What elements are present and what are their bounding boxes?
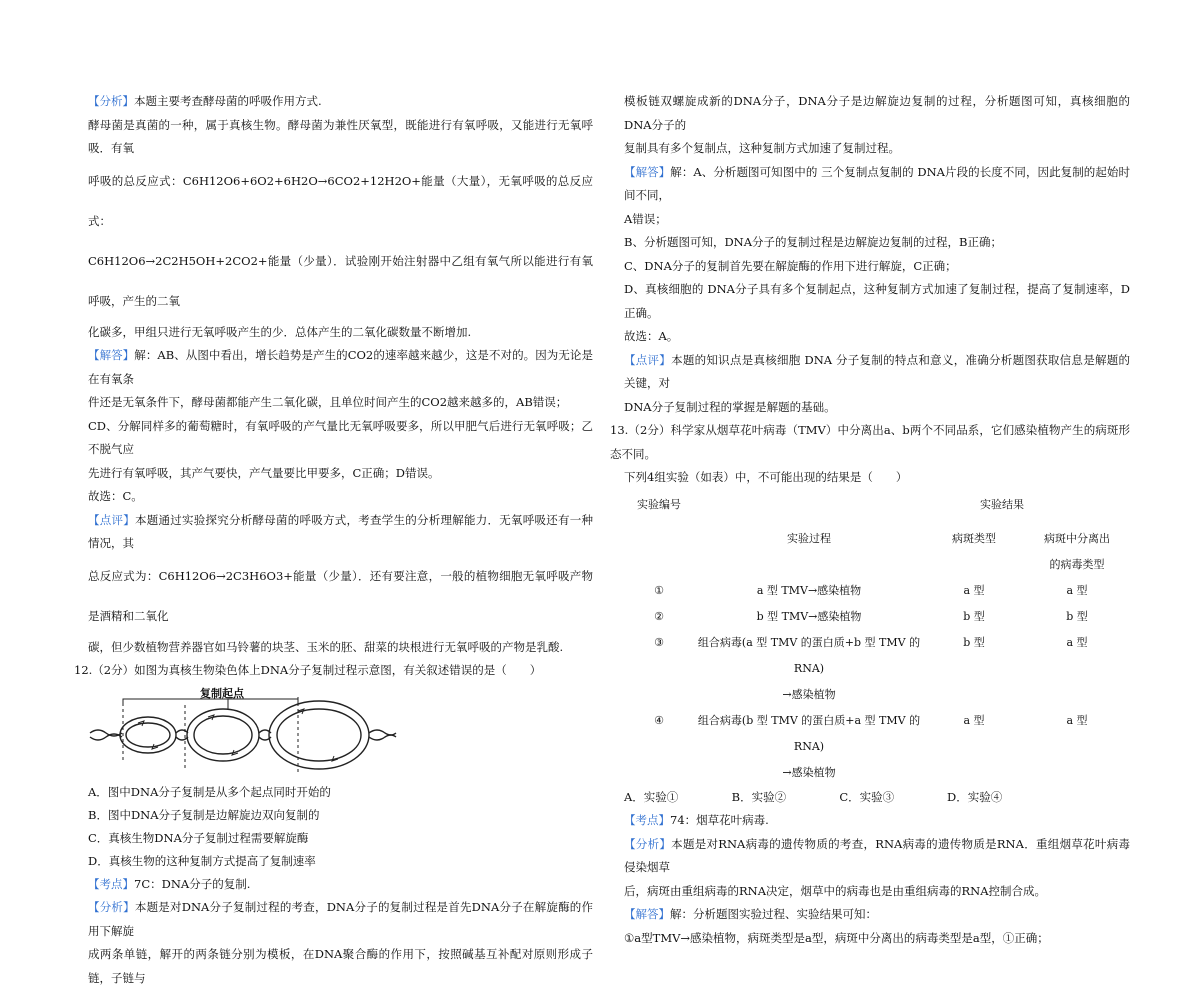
answer-13: 【解答】解：分析题图实验过程、实验结果可知：: [624, 907, 877, 921]
text-line: D、真核细胞的 DNA分子具有多个复制起点，这种复制方式加速了复制过程，提高了复制速率，D正确。: [624, 282, 1130, 320]
text-line: 后，病斑由重组病毒的RNA决定，烟草中的病毒也是由重组病毒的RNA控制合成。: [624, 883, 1047, 898]
header-isolated: 病斑中分离出 的病毒类型: [1044, 531, 1110, 571]
option-b: B．实验②: [731, 789, 787, 804]
text-line: 化碳多，甲组只进行无氧呼吸产生的少．总体产生的二氧化碳数量不断增加.: [88, 324, 472, 339]
text-line: 酵母菌是真菌的一种，属于真核生物。酵母菌为兼性厌氧型，既能进行有氧呼吸，又能进行无氧呼吸．有氧: [88, 117, 593, 155]
question-13: 13.（2分）科学家从烟草花叶病毒（TMV）中分离出a、b两个不同品系，它们感染植物产生的病斑形态不同。: [610, 423, 1130, 461]
text-line: 碳，但少数植物营养器官如马铃薯的块茎、玉米的胚、甜菜的块根进行无氧呼吸的产物是乳酸.: [88, 639, 564, 654]
choice-result: 故选：A。: [624, 329, 679, 343]
header-result: 实验结果: [980, 497, 1024, 511]
text-line: B、分析题图可知，DNA分子的复制过程是边解旋边复制的过程，B正确；: [624, 235, 1002, 249]
header-process: 实验过程: [787, 531, 831, 545]
question-13-options: [624, 786, 1130, 810]
option-a: A．实验①: [624, 789, 679, 804]
question-13-cont: 下列4组实验（如表）中，不可能出现的结果是（ ）: [624, 470, 908, 484]
knowledge-point-13: 【考点】74：烟草花叶病毒.: [624, 813, 769, 827]
equation-lactic: 总反应式为：C6H12O6→2C3H6O3+能量（少量）．还有要注意，一般的植物细胞无氧呼吸产物是酒精和二氧化: [88, 568, 593, 623]
experiment-table: [624, 492, 1130, 786]
option-c: C．实验③: [839, 789, 895, 804]
equation-anaerobic: C6H12O6→2C2H5OH+2CO2+能量（少量）．试验刚开始注射器中乙组有氧气所以能进行有氧呼吸，产生的二氧: [88, 253, 593, 308]
text-line: ①a型TMV→感染植物，病斑类型是a型，病斑中分离出的病毒类型是a型，①正确；: [624, 930, 1049, 945]
text-line: A错误；: [624, 211, 667, 226]
table-row: ④ 组合病毒(b 型 TMV 的蛋白质+a 型 TMV 的 RNA) →感染植物 a 型 a 型: [654, 713, 1088, 779]
analysis-13: 【分析】本题是对RNA病毒的遗传物质的考查，RNA病毒的遗传物质是RNA．重组烟草花叶病毒侵染烟草: [624, 836, 1131, 874]
table-row: ③ 组合病毒(a 型 TMV 的蛋白质+b 型 TMV 的 RNA) →感染植物 b 型 a 型: [654, 635, 1088, 701]
analysis-1: 【分析】本题主要考查酵母菌的呼吸作用方式.: [88, 94, 322, 108]
option-d: D．实验④: [946, 789, 1003, 804]
text-line: DNA分子复制过程的掌握是解题的基础。: [624, 399, 836, 414]
knowledge-point-12: 【考点】7C：DNA分子的复制.: [88, 876, 251, 891]
replication-origin-label: 复制起点: [200, 686, 244, 700]
question-12: 12.（2分）如图为真核生物染色体上DNA分子复制过程示意图，有关叙述错误的是（ ）: [74, 663, 542, 677]
option-c: C．真核生物DNA分子复制过程需要解旋酶: [88, 830, 309, 845]
text-line: 先进行有氧呼吸，其产气要快，产气量要比甲要多，C正确；D错误。: [88, 465, 440, 480]
text-line: C、DNA分子的复制首先要在解旋酶的作用下进行解旋，C正确；: [624, 258, 957, 273]
dna-replication-diagram: [88, 687, 593, 779]
right-column: [610, 90, 1131, 950]
text-line: 成两条单链，解开的两条链分别为模板，在DNA聚合酶的作用下，按照碱基互补配对原则形成子链，子链与: [88, 947, 593, 985]
text-line: 模板链双螺旋成新的DNA分子，DNA分子是边解旋边复制的过程，分析题图可知，真核细胞的DNA分子的: [624, 94, 1130, 132]
header-no: 实验编号: [637, 497, 681, 511]
answer-1: 【解答】解：AB、从图中看出，增长趋势是产生的CO2的速率越来越少，这是不对的。因为无论是在有氧条: [88, 348, 594, 386]
dna-replication-svg: [88, 687, 398, 779]
option-d: D．真核生物的这种复制方式提高了复制速率: [88, 853, 316, 868]
table-row: ② b 型 TMV→感染植物 b 型 b 型: [654, 609, 1088, 623]
header-lesion-type: 病斑类型: [952, 531, 996, 545]
answer-12: 【解答】解：A、分析题图可知图中的 三个复制点复制的 DNA片段的长度不同，因此复制的起始时间不同，: [624, 164, 1131, 202]
text-line: 复制具有多个复制点，这种复制方式加速了复制过程。: [624, 141, 900, 155]
comment-1: 【点评】本题通过实验探究分析酵母菌的呼吸方式，考查学生的分析理解能力．无氧呼吸还有一种情况，其: [88, 512, 593, 550]
left-column: [74, 90, 594, 990]
table-row: ① a 型 TMV→感染植物 a 型 a 型: [654, 583, 1088, 597]
choice-result: 故选：C。: [88, 489, 143, 503]
equation-aerobic: 呼吸的总反应式：C6H12O6+6O2+6H2O→6CO2+12H2O+能量（大量），无氧呼吸的总反应式：: [88, 173, 593, 228]
text-line: CD、分解同样多的葡萄糖时，有氧呼吸的产气量比无氧呼吸要多，所以甲肥气后进行无氧呼吸；乙不脱气应: [88, 418, 593, 456]
comment-12: 【点评】本题的知识点是真核细胞 DNA 分子复制的特点和意义，准确分析题图获取信息是解题的关键，对: [624, 352, 1130, 390]
replication-bubble-2: [187, 709, 259, 761]
analysis-12: 【分析】本题是对DNA分子复制过程的考查，DNA分子的复制过程是首先DNA分子在解旋酶的作用下解旋: [88, 900, 594, 938]
option-a: A．图中DNA分子复制是从多个起点同时开始的: [88, 784, 331, 799]
option-b: B．图中DNA分子复制是边解旋边双向复制的: [88, 807, 320, 822]
replication-bubble-3: [269, 701, 369, 769]
text-line: 件还是无氧条件下，酵母菌都能产生二氧化碳，且单位时间产生的CO2越来越多的，AB错误；: [88, 395, 568, 409]
